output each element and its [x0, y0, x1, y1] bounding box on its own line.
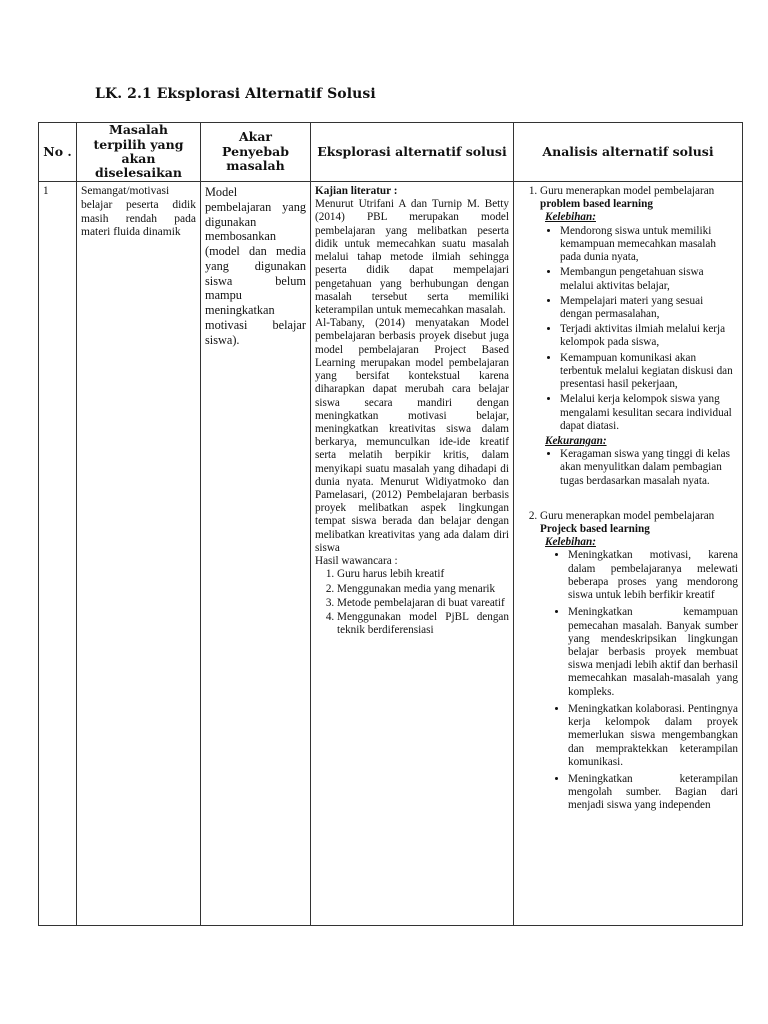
list-item: 3. Metode pembelajaran di buat vareatif — [337, 597, 509, 610]
list-item: • Melalui kerja kelompok siswa yang mengalami kesulitan secara individual dapat diatasi. — [560, 393, 738, 433]
wawancara-label: Hasil wawancara : — [315, 555, 398, 568]
list-item: • Meningkatkan motivasi, karena dalam pembelajaranya melewati beberapa proses yang mendorong siswa untuk lebih berfikir kreatif — [568, 549, 738, 602]
list-item: 4. Menggunakan model PjBL dengan teknik berdiferensiasi — [337, 611, 509, 637]
list-item: • Membangun pengetahuan siswa melalui aktivitas belajar, — [560, 266, 738, 292]
kelebihan-list-2 — [540, 549, 738, 812]
cell-masalah: Semangat/motivasi belajar peserta didik masih rendah pada materi fluida dinamik — [77, 182, 201, 926]
kelebihan-list-1 — [540, 225, 738, 433]
list-item: 1. Guru harus lebih kreatif — [337, 568, 509, 581]
kekurangan-label: Kekurangan: — [545, 434, 607, 447]
kajian-paragraph-2: Al-Tabany, (2014) menyatakan Model pembelajaran berbasis proyek disebut juga model pembelajaran Project Based Learning merupakan model pembelajaran yang bersifat kontekstual karena diharapkan dapat merubah cara belajar siswa secara mandiri dengan meningkatkan motivasi belajar, meningkatkan kreativitas siswa dalam berkarya, memunculkan ide-ide kreatif serta melatih berpikir kritis, dalam menyikapi suatu masalah yang dihadapi di dunia nyata. Menurut Widiyatmoko dan Pamelasari, (2012) Pembelajaran berbasis proyek melibatkan aspek lingkungan tempat siswa berada dan belajar dengan melibatkan kreativitas yang ada dalam diri siswa — [315, 317, 509, 554]
analisis-item-2 — [540, 510, 738, 813]
cell-akar-penyebab: Model pembelajaran yang digunakan membosankan (model dan media yang digunakan siswa belum mampu meningkatkan motivasi belajar siswa). — [201, 182, 311, 926]
list-item: • Mempelajari materi yang sesuai dengan permasalahan, — [560, 295, 738, 321]
wawancara-list — [315, 568, 509, 637]
analisis-item-2-prefix: Guru menerapkan model pembelajaran — [540, 509, 715, 522]
solution-exploration-table — [38, 122, 743, 926]
kelebihan-label: Kelebihan: — [545, 211, 596, 224]
kajian-paragraph-1: Menurut Utrifani A dan Turnip M. Betty (2014) PBL merupakan model pembelajaran yang melibatkan peserta didik untuk memecahkan suatu masalah melalui tahap metode ilmiah sehingga peserta didik dapat mempelajari pengetahuan yang berhubungan dengan masalah tersebut serta memiliki keterampilan untuk memecahkan masalah. — [315, 198, 509, 316]
analisis-item-1-model: problem based learning — [540, 198, 653, 211]
list-item: • Terjadi aktivitas ilmiah melalui kerja kelompok pada siswa, — [560, 323, 738, 349]
kajian-label: Kajian literatur : — [315, 185, 398, 197]
cell-no: 1 — [39, 182, 77, 926]
table-row — [39, 182, 743, 926]
header-akar-penyebab: Akar Penyebab masalah — [201, 123, 311, 182]
list-item: 2. Menggunakan media yang menarik — [337, 583, 509, 596]
list-item: • Meningkatkan kemampuan pemecahan masalah. Banyak sumber yang mendeskripsikan lingkungan belajar berbasis proyek membuat siswa menjadi lebih aktif dan berhasil memecahkan masalah-masalah yang kompleks. — [568, 606, 738, 699]
analisis-item-1-prefix: Guru menerapkan model pembelajaran — [540, 185, 715, 197]
header-masalah: Masalah terpilih yang akan diselesaikan — [77, 123, 201, 182]
cell-analisis — [514, 182, 743, 926]
kelebihan-label: Kelebihan: — [545, 536, 596, 549]
list-item: • Kemampuan komunikasi akan terbentuk melalui kegiatan diskusi dan presentasi hasil pekerjaan, — [560, 352, 738, 392]
list-item: • Meningkatkan keterampilan mengolah sumber. Bagian dari menjadi siswa yang independen — [568, 773, 738, 813]
list-item: • Keragaman siswa yang tinggi di kelas akan menyulitkan dalam pembagian tugas berdasarkan masalah nyata. — [560, 448, 738, 488]
header-analisis: Analisis alternatif solusi — [514, 123, 743, 182]
table-header-row — [39, 123, 743, 182]
analisis-item-2-model: Projeck based learning — [540, 523, 650, 536]
page-title: LK. 2.1 Eksplorasi Alternatif Solusi — [95, 86, 376, 102]
list-item: • Mendorong siswa untuk memiliki kemampuan memecahkan masalah pada dunia nyata, — [560, 225, 738, 265]
header-no: No . — [39, 123, 77, 182]
cell-eksplorasi — [311, 182, 514, 926]
kekurangan-list-1 — [540, 448, 738, 488]
list-item: • Meningkatkan kolaborasi. Pentingnya kerja kelompok dalam proyek memerlukan siswa mengembangkan dan mempraktekkan keterampilan komunikasi. — [568, 703, 738, 769]
analisis-item-1 — [540, 185, 738, 510]
analisis-list — [518, 185, 738, 813]
header-eksplorasi: Eksplorasi alternatif solusi — [311, 123, 514, 182]
